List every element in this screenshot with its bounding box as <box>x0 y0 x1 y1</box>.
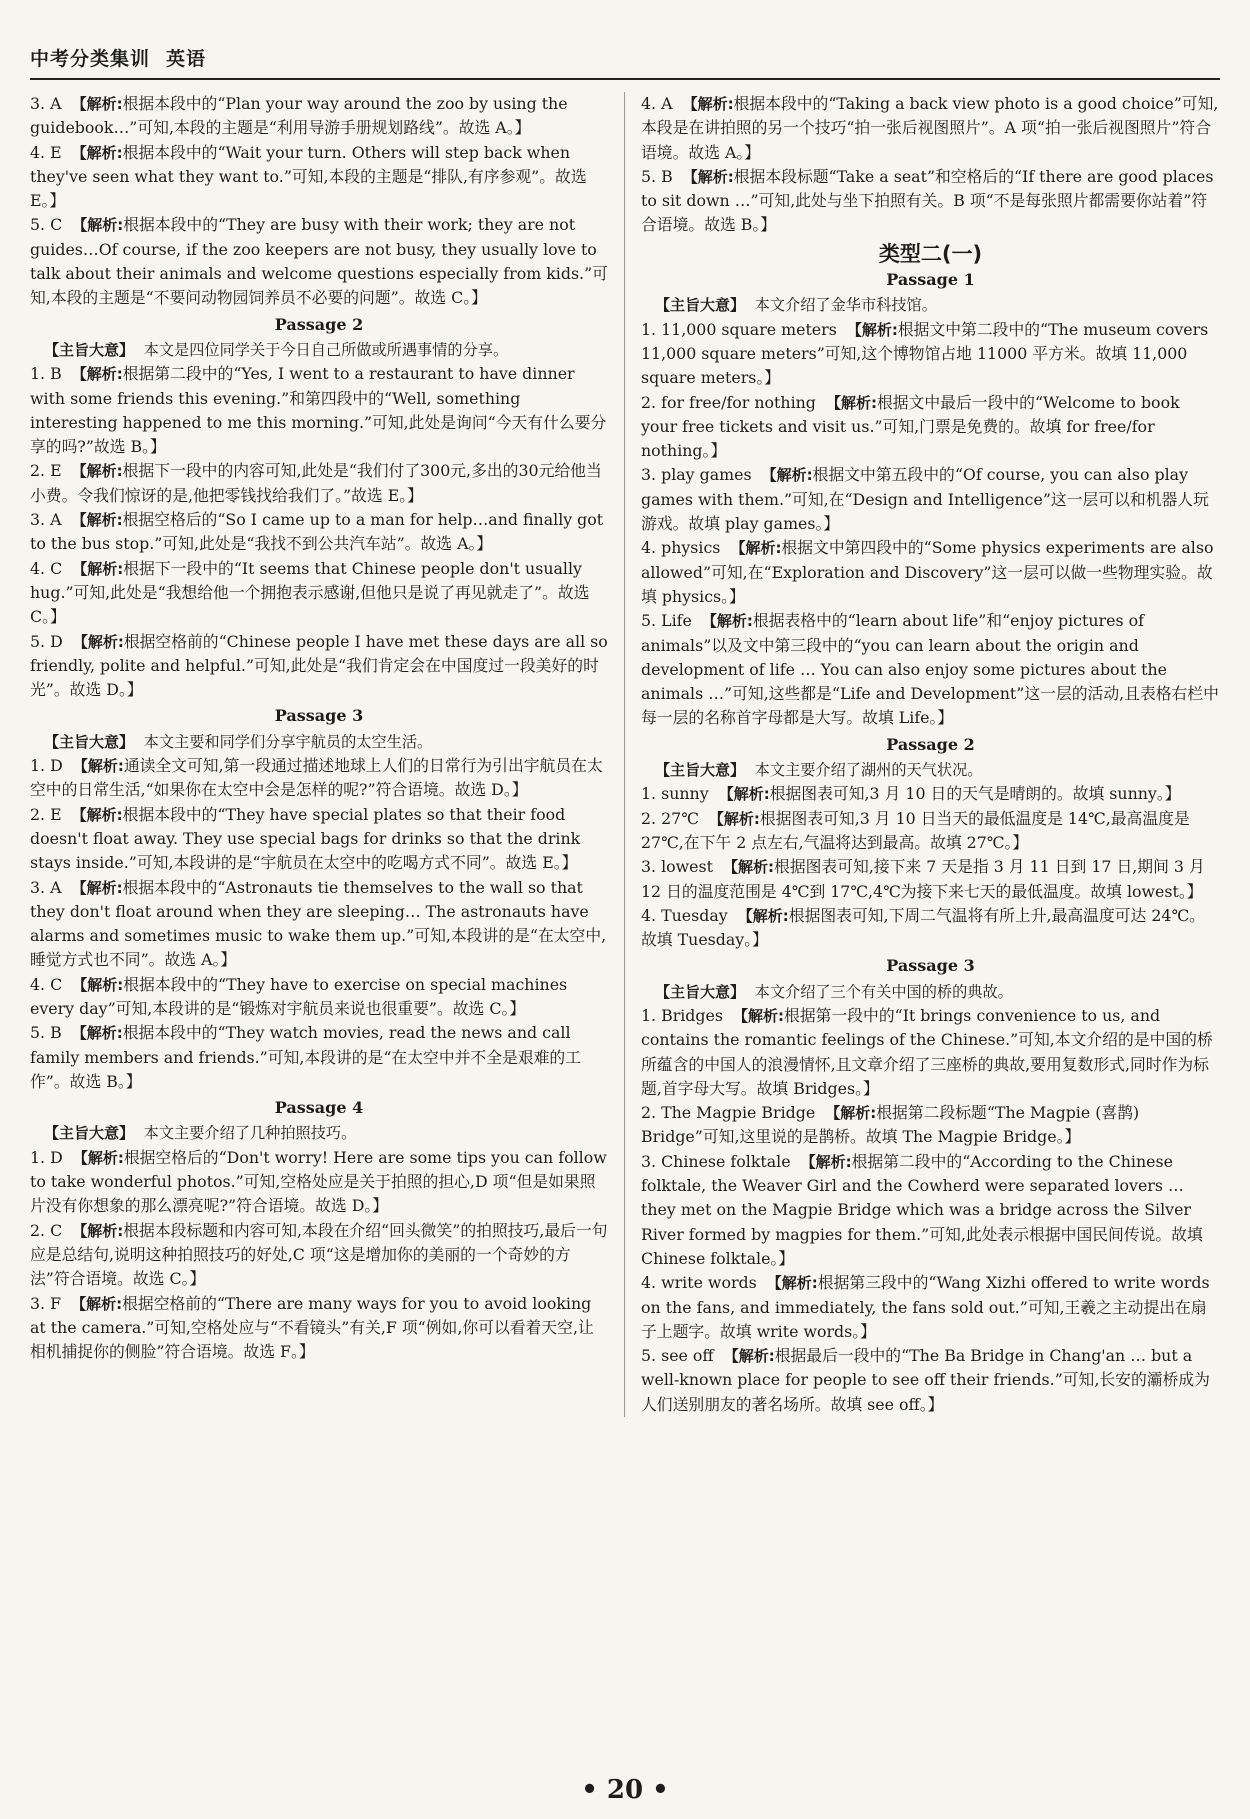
explanation-label: 【解析: <box>71 805 123 824</box>
answer-item <box>30 1292 608 1365</box>
explanation-label: 【解析: <box>682 167 734 186</box>
explanation-label: 【解析: <box>718 785 770 804</box>
answer-key: 2. 27℃ <box>641 808 699 828</box>
section-title: 类型二(一) <box>878 241 983 266</box>
explanation-text: 根据文中第五段中的“Of course, you can also play games with them.”可知,在“Design and Intelligence”这一层可以和机器人玩游戏。故填 play games。】 <box>641 465 1209 534</box>
explanation-text: 根据图表可知,3 月 10 日的天气是晴朗的。故填 sunny。】 <box>769 784 1181 804</box>
explanation-label: 【解析: <box>71 95 123 113</box>
answer-item <box>641 463 1220 536</box>
explanation-label: 【解析: <box>730 539 782 558</box>
answer-item <box>30 459 608 508</box>
answer-key: 2. C <box>30 1220 63 1240</box>
two-column-body <box>30 92 1220 1417</box>
explanation-label: 【解析: <box>71 365 123 384</box>
explanation-label: 【解析: <box>72 1148 124 1167</box>
explanation-label: 【解析: <box>72 632 124 651</box>
explanation-label: 【解析: <box>766 1274 818 1293</box>
answer-key: 5. see off <box>641 1346 714 1366</box>
answer-key: 2. The Magpie Bridge <box>641 1103 816 1123</box>
explanation-text: 根据最后一段中的“The Ba Bridge in Chang'an … but a well-known place for people to see off their friends.”可知,长安的灞桥成为人们送别朋友的著名场所。故填 see off。】 <box>641 1346 1210 1414</box>
answer-key: 1. D <box>30 1147 63 1167</box>
answer-key: 5. B <box>30 1023 62 1043</box>
answer-item <box>30 1146 608 1219</box>
passage-title: Passage 3 <box>886 956 975 976</box>
answer-key: 2. E <box>30 461 62 481</box>
answer-item <box>30 557 608 630</box>
explanation-text: 根据本段中的“They watch movies, read the news and call family members and friends.”可知,本段讲的是“在太空中并不全是艰难的工作”。故选 B。】 <box>30 1023 581 1091</box>
answer-key: 1. Bridges <box>641 1005 723 1025</box>
answer-item <box>641 855 1220 904</box>
explanation-text: 根据本段中的“They have special plates so that their food doesn't float away. They use special bags for drinks so that the drink stays inside.”可知,本段讲的是“宇航员在太空中的吃喝方式不同”。故选 E。】 <box>30 804 581 873</box>
summary-text: 本文主要和同学们分享宇航员的太空生活。 <box>143 732 433 751</box>
summary-label: 【主旨大意】 <box>655 982 746 1001</box>
passage-summary <box>30 338 608 362</box>
summary-text: 本文介绍了三个有关中国的桥的典故。 <box>754 982 1013 1001</box>
answer-key: 5. Life <box>641 611 692 631</box>
explanation-label: 【解析: <box>72 216 124 235</box>
explanation-text: 根据图表可知,接下来 7 天是指 3 月 11 日到 17 日,期间 3 月 12 日的温度范围是 4℃到 17℃,4℃为接下来七天的最低温度。故填 lowest。】 <box>641 857 1205 901</box>
explanation-text: 根据文中第二段中的“The museum covers 11,000 square meters”可知,这个博物馆占地 11000 平方米。故填 11,000 square meters。】 <box>641 319 1209 388</box>
answer-item <box>30 630 608 703</box>
answer-item <box>30 973 608 1022</box>
answer-key: 4. A <box>641 94 673 113</box>
explanation-label: 【解析: <box>708 809 760 828</box>
passage-summary <box>641 293 1220 317</box>
book-title: 中考分类集训 <box>30 48 151 70</box>
answer-key: 3. A <box>30 877 62 897</box>
explanation-label: 【解析: <box>846 320 898 339</box>
answer-key: 5. D <box>30 631 63 651</box>
passage-title: Passage 2 <box>274 314 364 334</box>
answer-item <box>641 165 1220 238</box>
answer-item <box>641 1004 1220 1101</box>
subject-label: 英语 <box>166 48 207 70</box>
explanation-label: 【解析: <box>71 1294 123 1313</box>
answer-key: 4. C <box>30 974 63 994</box>
answer-item <box>30 754 608 803</box>
answer-item <box>30 213 608 310</box>
answer-item <box>30 92 608 141</box>
passage-summary <box>30 730 608 754</box>
answer-item <box>641 1271 1220 1344</box>
summary-text: 本文介绍了金华市科技馆。 <box>754 296 937 315</box>
explanation-label: 【解析: <box>701 612 753 631</box>
explanation-text: 根据第二段标题“The Magpie (喜鹊) Bridge”可知,这里说的是鹊桥。故填 The Magpie Bridge。】 <box>641 1103 1140 1147</box>
answer-item <box>641 318 1220 391</box>
summary-text: 本文主要介绍了几种拍照技巧。 <box>143 1124 357 1143</box>
explanation-label: 【解析: <box>71 1024 123 1043</box>
explanation-text: 根据本段中的“They have to exercise on special machines every day”可知,本段讲的是“锻炼对宇航员来说也很重要”。故选 C。】 <box>30 974 568 1018</box>
answer-key: 5. C <box>30 215 63 235</box>
passage-summary <box>641 758 1220 782</box>
explanation-label: 【解析: <box>71 511 123 530</box>
answer-key: 5. B <box>641 166 673 186</box>
answer-item <box>641 904 1220 953</box>
explanation-label: 【解析: <box>825 1104 877 1123</box>
explanation-text: 根据本段中的“They are busy with their work; they are not guides…Of course, if the zoo keepers are not busy, they usually love to talk about their animals and welcome questions especially from kids.”可知,本段的主题是“不要问动物园饲养员不必要的问题”。故选 C。】 <box>30 215 608 308</box>
answer-item <box>30 876 608 973</box>
answer-key: 4. C <box>30 558 63 578</box>
answer-key: 2. for free/for nothing <box>641 392 816 412</box>
explanation-text: 根据下一段中的内容可知,此处是“我们付了300元,多出的30元给他当小费。令我们惊讶的是,他把零钱找给我们了。”故选 E。】 <box>30 461 602 505</box>
summary-label: 【主旨大意】 <box>655 761 746 780</box>
answer-item <box>641 782 1220 806</box>
explanation-text: 根据第二段中的“According to the Chinese folktale, the Weaver Girl and the Cowherd were separated lovers … they met on the Magpie Bridge which was a bridge across the Silver River formed by magpies for them.”可知,此处表示根据中国民间传说。故填 Chinese folktale。】 <box>641 1151 1203 1268</box>
answer-item <box>30 508 608 557</box>
explanation-label: 【解析: <box>72 559 124 578</box>
explanation-label: 【解析: <box>723 1347 775 1366</box>
summary-text: 本文是四位同学关于今日自己所做或所遇事情的分享。 <box>143 340 509 359</box>
summary-label: 【主旨大意】 <box>44 1124 135 1143</box>
explanation-label: 【解析: <box>72 975 124 994</box>
answer-key: 2. E <box>30 804 62 824</box>
answer-item <box>30 803 608 876</box>
answer-key: 3. A <box>30 94 62 113</box>
answer-key: 1. sunny <box>641 784 709 804</box>
answer-key: 3. lowest <box>641 857 713 877</box>
explanation-text: 根据空格后的“So I came up to a man for help…and finally got to the bus stop.”可知,此处是“我找不到公共汽车站”。故选 A。】 <box>30 510 604 554</box>
explanation-text: 根据图表可知,3 月 10 日当天的最低温度是 14℃,最高温度是 27℃,在下午 2 点左右,气温将达到最高。故填 27℃。】 <box>641 808 1190 852</box>
explanation-text: 根据空格后的“Don't worry! Here are some tips you can follow to take wonderful photos.”可知,空格处应是关于拍照的担心,D 项“但是如果照片没有你想象的那么漂亮呢?”符合语境。故选 D。】 <box>30 1147 607 1216</box>
explanation-label: 【解析: <box>72 757 124 776</box>
explanation-text: 根据图表可知,下周二气温将有所上升,最高温度可达 24℃。故填 Tuesday。】 <box>641 905 1205 950</box>
passage-title: Passage 2 <box>886 734 975 754</box>
answer-item <box>30 1219 608 1292</box>
explanation-text: 根据表格中的“learn about life”和“enjoy pictures of animals”以及文中第三段中的“you can learn about the origin and development of life … You can also enjoy some pictures about the animals …”可知,这些都是“Life and Development”这一层的活动,且表格右栏中每一层的名称首字母都是大写。故填 Life。】 <box>641 611 1219 728</box>
answer-key: 1. 11,000 square meters <box>641 319 837 339</box>
answer-key: 4. Tuesday <box>641 905 728 925</box>
passage-summary <box>30 1121 608 1145</box>
summary-label: 【主旨大意】 <box>44 340 135 359</box>
right-column <box>625 92 1220 1417</box>
explanation-text: 根据文中第四段中的“Some physics experiments are also allowed”可知,在“Exploration and Discovery”这一层可以做一些物理实验。故填 physics。】 <box>641 538 1214 606</box>
summary-text: 本文主要介绍了湖州的天气状况。 <box>754 761 983 780</box>
explanation-label: 【解析: <box>825 393 877 412</box>
explanation-text: 根据第三段中的“Wang Xizhi offered to write words on the fans, and immediately, the fans sold out.”可知,王羲之主动提出在扇子上题字。故填 write words。】 <box>641 1273 1210 1341</box>
explanation-text: 根据第二段中的“Yes, I went to a restaurant to have dinner with some friends this evening.”和第四段中的“Well, something interesting happened to me this morning.”可知,此处是询问“今天有什么要分享的吗?”故选 B。】 <box>30 364 607 457</box>
explanation-label: 【解析: <box>733 1006 785 1025</box>
explanation-label: 【解析: <box>800 1152 852 1171</box>
explanation-text: 根据本段中的“Taking a back view photo is a good choice”可知,本段是在讲拍照的另一个技巧“拍一张后视图照片”。A 项“拍一张后视图照片”符合语境。故选 A。】 <box>641 94 1219 162</box>
answer-key: 3. Chinese folktale <box>641 1151 791 1171</box>
answer-item <box>30 362 608 459</box>
explanation-text: 根据本段中的“Astronauts tie themselves to the wall so that they don't float around when they are sleeping… The astronauts have alarms and sometimes music to wake them up.”可知,本段讲的是“在太空中,睡觉方式也不同”。故选 A。】 <box>30 877 607 970</box>
answer-item <box>30 141 608 214</box>
answer-key: 3. A <box>30 510 62 530</box>
left-column <box>30 92 625 1417</box>
passage-title: Passage 1 <box>886 270 975 290</box>
answer-key: 4. E <box>30 142 62 162</box>
answer-item <box>641 1101 1220 1150</box>
explanation-text: 根据本段中的“Plan your way around the zoo by using the guidebook…”可知,本段的主题是“利用导游手册规划路线”。故选 A。】 <box>30 94 568 138</box>
explanation-label: 【解析: <box>71 462 123 481</box>
page-number: • 20 • <box>581 1775 669 1805</box>
running-header <box>30 44 1220 80</box>
answer-item <box>641 391 1220 464</box>
answer-key: 3. play games <box>641 465 752 485</box>
explanation-label: 【解析: <box>761 466 813 485</box>
summary-label: 【主旨大意】 <box>655 296 746 315</box>
passage-title: Passage 4 <box>274 1098 364 1118</box>
explanation-text: 根据本段标题和内容可知,本段在介绍“回头微笑”的拍照技巧,最后一句应是总结句,说明这种拍照技巧的好处,C 项“这是增加你的美丽的一个奇妙的方法”符合语境。故选 C。】 <box>30 1220 608 1289</box>
passage-title: Passage 3 <box>274 706 364 726</box>
answer-item <box>641 1344 1220 1417</box>
explanation-label: 【解析: <box>72 1221 124 1240</box>
answer-item <box>641 536 1220 609</box>
answer-key: 1. D <box>30 756 63 776</box>
answer-item <box>641 609 1220 730</box>
passage-summary <box>641 980 1220 1004</box>
explanation-text: 根据空格前的“There are many ways for you to avoid looking at the camera.”可知,空格处应与“不看镜头”有关,F 项“例如,你可以看着天空,让相机捕捉你的侧脸”符合语境。故选 F。】 <box>30 1293 594 1362</box>
answer-item <box>641 92 1220 165</box>
explanation-text: 根据本段中的“Wait your turn. Others will step back when they've seen what they want to.”可知,本段的主题是“排队,有序参观”。故选 E。】 <box>30 142 587 211</box>
answer-key: 4. physics <box>641 538 721 558</box>
explanation-text: 根据第一段中的“It brings convenience to us, and contains the romantic feelings of the Chinese.”可知,本文介绍的是中国的桥所蕴含的中国人的浪漫情怀,且文章介绍了三座桥的典故,要用复数形式,同时作为标题,首字母大写。故填 Bridges。】 <box>641 1005 1213 1098</box>
explanation-label: 【解析: <box>71 878 123 897</box>
explanation-label: 【解析: <box>737 906 789 925</box>
answer-key: 3. F <box>30 1293 62 1313</box>
answer-item <box>641 807 1220 856</box>
explanation-label: 【解析: <box>71 143 123 162</box>
explanation-label: 【解析: <box>682 95 734 113</box>
explanation-text: 通读全文可知,第一段通过描述地球上人们的日常行为引出宇航员在太空中的日常生活,“如果你在太空中会是怎样的呢?”符合语境。故选 D。】 <box>30 756 603 800</box>
answer-key: 4. write words <box>641 1273 757 1293</box>
explanation-text: 根据空格前的“Chinese people I have met these days are all so friendly, polite and helpful.”可知,此处是“我们肯定会在中国度过一段美好的时光”。故选 D。】 <box>30 631 608 700</box>
explanation-label: 【解析: <box>723 858 775 877</box>
answer-item <box>641 1150 1220 1271</box>
answer-item <box>30 1021 608 1094</box>
explanation-text: 根据下一段中的“It seems that Chinese people don't usually hug.”可知,此处是“我想给他一个拥抱表示感谢,但他只是说了再见就走了”。故选 C。】 <box>30 558 590 627</box>
summary-label: 【主旨大意】 <box>44 732 135 751</box>
explanation-text: 根据本段标题“Take a seat”和空格后的“If there are good places to sit down …”可知,此处与坐下拍照有关。B 项“不是每张照片都需要你站着”符合语境。故选 B。】 <box>641 166 1214 235</box>
answer-key: 1. B <box>30 364 62 384</box>
explanation-text: 根据文中最后一段中的“Welcome to book your free tickets and visit us.”可知,门票是免费的。故填 for free/for nothing。】 <box>641 392 1180 461</box>
